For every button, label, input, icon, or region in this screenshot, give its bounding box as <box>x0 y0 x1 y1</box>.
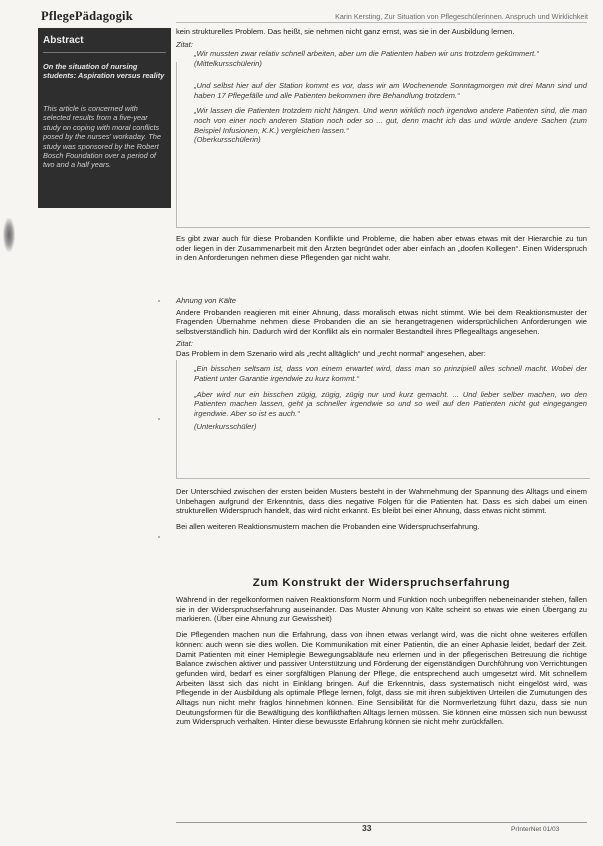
quote-source: (Mittelkursschülerin) <box>194 59 262 69</box>
body-paragraph: Das Problem in dem Szenario wird als „recht alltäglich“ und „recht normal“ angesehen, aber: <box>176 348 486 358</box>
scan-speck <box>158 418 160 420</box>
main-column-top <box>176 27 587 145</box>
abstract-heading: Abstract <box>43 35 84 46</box>
body-paragraph: Die Pflegenden machen nun die Erfahrung, dass von ihnen etwas verlangt wird, was die nicht ohne weiteres erfüllen können: auch wenn sie dies wollen. Die Kommunikation mit einer Patientin, die an einer Aphasie leidet, bedarf der Zeit. Damit Patienten mit einer Hemiplegie Bewegungsabläufe neu erlernen und in der pflegerischen Betreuung die richtige Balance zwischen aktiver und passiver Unterstützung und Förderung der eigenständigen Durchführung von Verrichtungen gefunden wird, bedarf es einer sorgfältigen Planung der Pflege, die entsprechend auch umgesetzt wird. Mit schnellem Arbeiten lässt sich das nicht in Einklang bringen. Auf die Erkenntnis, dass systematisch nicht eingelöst wird, was Pflegende in der Ausbildung als optimale Pflege lernen, folgt, dass sie mit ihren subjektiven Urteilen die Zumutungen des Alltags nun nicht mehr fraglos hinnehmen können. Eine Sensibilität für die Normverletzung führt dazu, dass sie nun Deutungsformen für die Bewältigung des konflikthaften Alltags lernen müssen. Sie können eine müssen sich nun bewusst zum Widerspruch verhalten. Hinter diese bewusste Erfahrung können sie nicht mehr zurückfallen. <box>176 630 587 727</box>
body-paragraph: Während in der regelkonformen naiven Reaktionsform Norm und Funktion noch unbegriffen nebeneinander stehen, fallen sie in der Widerspruchserfahrung auseinander. Das Muster Ahnung von Kälte scheint so etwas wie einen Übergang zu markieren. (Über eine Ahnung zur Gewissheit) <box>176 595 587 624</box>
quote-text: „Wir mussten zwar relativ schnell arbeiten, aber um die Patienten haben wir uns trotzdem gekümmert.“ <box>194 49 539 59</box>
binding-mark <box>3 218 15 252</box>
page-number: 33 <box>362 823 372 833</box>
journal-title: PflegePädagogik <box>41 9 133 23</box>
paragraph-block <box>176 595 587 727</box>
paragraph-block <box>176 296 587 431</box>
running-header: Karin Kersting, Zur Situation von Pflegeschülerinnen. Anspruch und Wirklichkeit <box>335 12 588 21</box>
paragraph-block <box>176 234 587 263</box>
header-rule <box>176 22 587 23</box>
body-paragraph: Bei allen weiteren Reaktionsmustern machen die Probanden eine Widerspruchserfahrung. <box>176 522 480 532</box>
quote-text: „Und selbst hier auf der Station kommt es vor, dass wir am Wochenende Sonntagmorgen mit drei Mann sind und haben 17 Pflegefälle und alle Patienten bekommen ihre Behandlung trotzdem.“ <box>194 80 587 100</box>
subheading: Ahnung von Kälte <box>176 296 236 305</box>
intro-paragraph: kein strukturelles Problem. Das heißt, sie nehmen nicht ganz ernst, was sie in der Ausbildung lernen. <box>176 27 515 36</box>
body-paragraph: Es gibt zwar auch für diese Probanden Konflikte und Probleme, die haben aber etwas etwas mit der Hierarchie zu tun oder liegen in der Zusammenarbeit mit den Ärzten begründet oder aber einfach an „doofen Kollegen“. Einen Widerspruch in den Anforderungen nehmen diese Pflegenden gar nicht wahr. <box>176 234 587 263</box>
abstract-subtitle: On the situation of nursing students: Aspiration versus reality <box>43 62 165 81</box>
quote-label: Zitat: <box>176 338 193 348</box>
quote-source: (Oberkursschülerin) <box>194 135 261 145</box>
paragraph-block <box>176 487 587 532</box>
quote-text: „Aber wird nur ein bisschen zügig, zügig, zügig nur und kurz gemacht. ... Und lieber selber machen, wo den Patienten machen lassen, geht ja schneller irgendwie so und so weil auf den Patienten nicht gut eingegangen irgendwie. Aber so ist es auch.“ <box>194 389 587 419</box>
quote-source: (Unterkursschüler) <box>194 421 257 431</box>
quote-label: Zitat: <box>176 39 193 49</box>
quote-block <box>194 364 587 431</box>
footer-rule <box>176 822 587 823</box>
abstract-text: This article is concerned with selected results from a five-year study on coping with moral conflicts posed by the nurses' workaday. The study was sponsored by the Robert Bosch Foundation over a period of two and a half years. <box>43 104 161 170</box>
scan-speck <box>158 300 160 302</box>
abstract-divider <box>43 52 166 53</box>
journal-issue: PrInterNet 01/03 <box>511 826 560 833</box>
body-paragraph: Andere Probanden reagieren mit einer Ahnung, dass moralisch etwas nicht stimmt. Wie bei dem Reaktionsmuster der Fragenden Übernahme nehmen diese Probanden die an sie herangetragenen widersprüchlichen Anforderungen wie selbstverständlich hin. Dadurch wird der Konflikt als ein normaler Bestandteil ihres Pflegealltags angesehen. <box>176 307 587 337</box>
quote-block <box>194 49 587 145</box>
abstract-sidebar <box>38 28 171 208</box>
section-heading: Zum Konstrukt der Widerspruchserfahrung <box>252 577 511 589</box>
scan-speck <box>158 536 160 538</box>
quote-text: „Ein bisschen seltsam ist, dass von einem erwartet wird, dass man so prinzipiell alles schnell macht. Wobei der Patient unter Garantie irgendwie zu kurz kommt.“ <box>194 364 587 383</box>
body-paragraph: Der Unterschied zwischen der ersten beiden Musters besteht in der Wahrnehmung der Spannung des Alltags und einem Unbehagen aufgrund der Erkenntnis, dass dies negative Folgen für die Patienten hat. Dass es sich dabei um einen strukturellen Widerspruch handelt, das wird nicht erkannt. Es bleibt bei einer Ahnung, dass etwas nicht stimmt. <box>176 487 587 516</box>
quote-text: „Wir lassen die Patienten trotzdem nicht hängen. Und wenn wirklich noch irgendwo andere Patienten sind, die man noch von einer noch anderen Station noch oder so ... gut, denn macht ich das und würde andere Sachen (zum Beispiel Infusionen, K.K.) vergleichen lassen.“ <box>194 106 587 135</box>
